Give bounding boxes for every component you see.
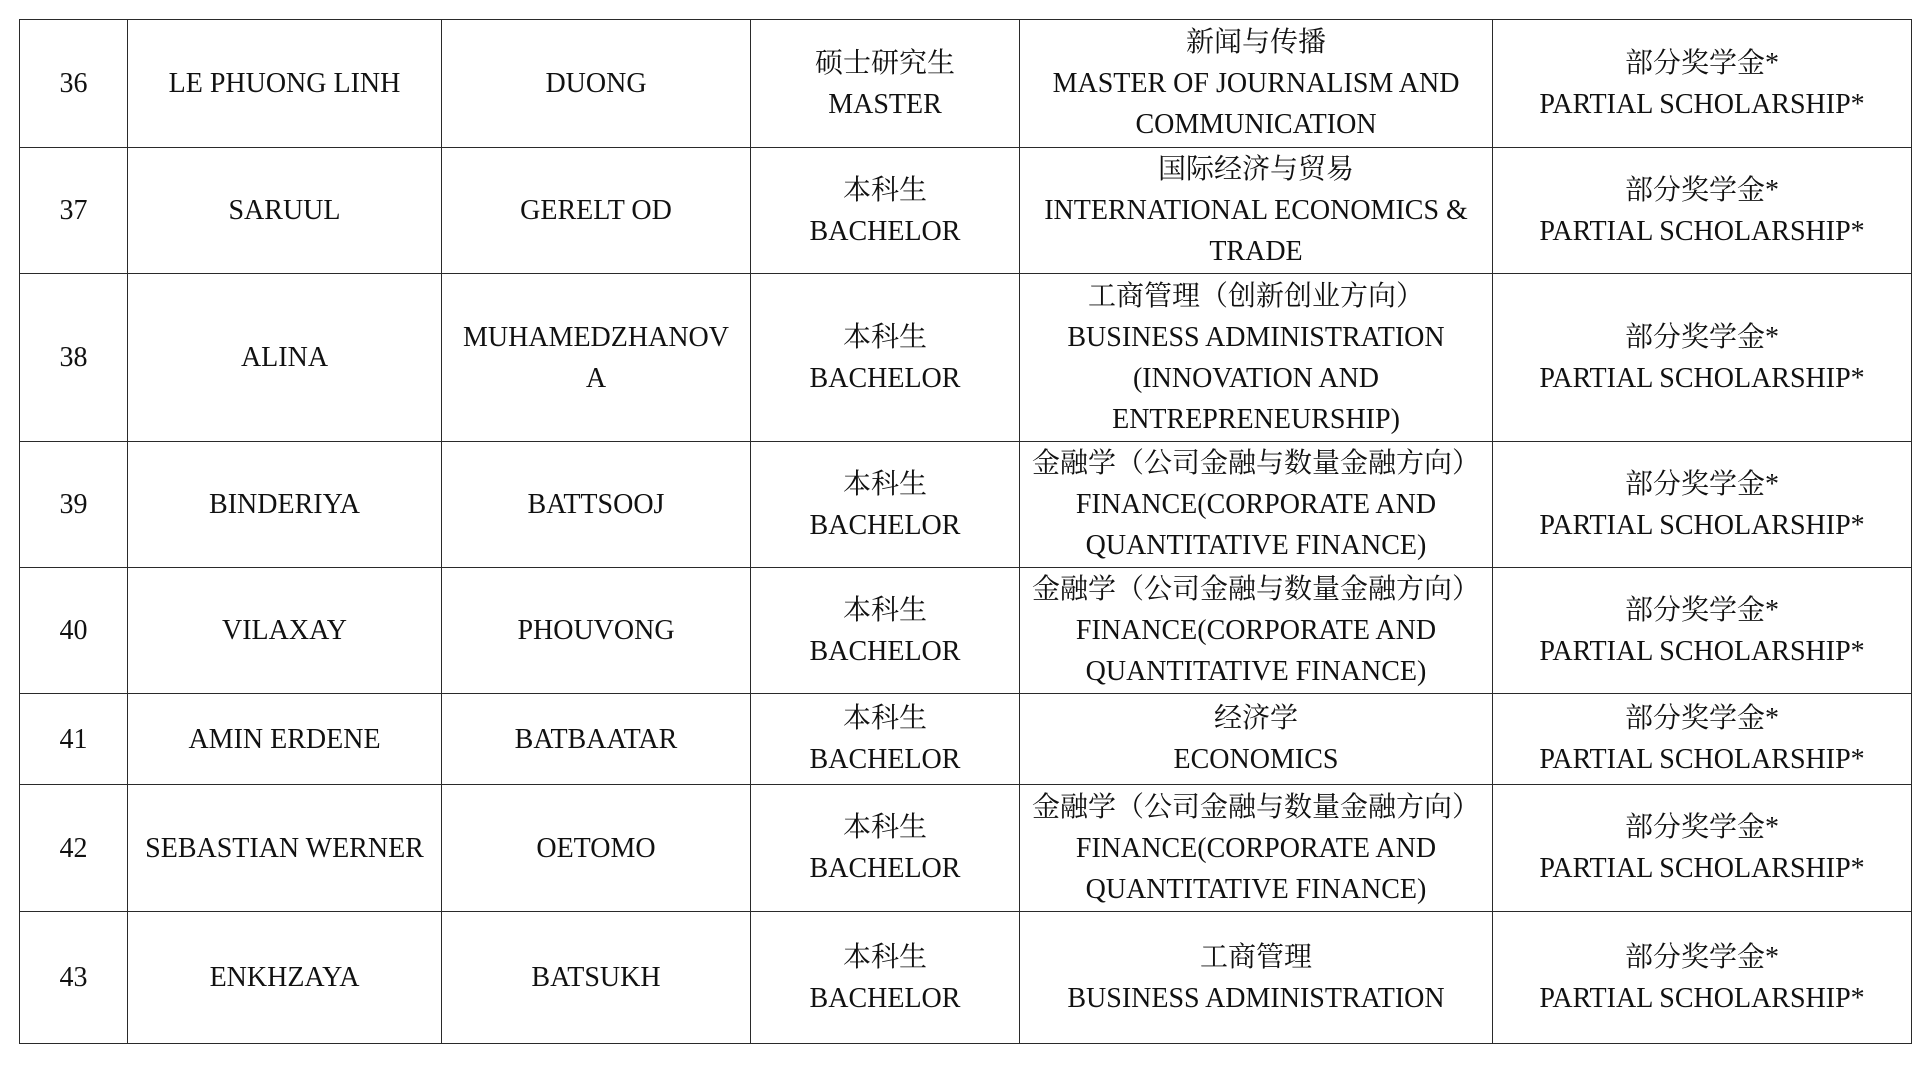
surname: BATSUKH (442, 912, 751, 1044)
degree-cn: 本科生 (842, 594, 927, 626)
scholarship-cn: 部分奖学金* (1624, 594, 1779, 626)
major-en-line: INTERNATIONAL ECONOMICS & (1044, 195, 1468, 226)
major-cn: 金融学（公司金融与数量金融方向） (1031, 448, 1480, 479)
scholarship-en: PARTIAL SCHOLARSHIP* (1539, 982, 1865, 1014)
scholarship-en: PARTIAL SCHOLARSHIP* (1539, 215, 1865, 247)
surname: OETOMO (442, 785, 751, 912)
major-en-line: QUANTITATIVE FINANCE) (1085, 873, 1427, 905)
row-number: 37 (20, 148, 128, 274)
scholarship-cn: 部分奖学金* (1624, 941, 1779, 973)
table-row (20, 912, 1912, 1044)
degree-en: BACHELOR (809, 744, 961, 775)
major-en-line: FINANCE(CORPORATE AND (1075, 615, 1437, 646)
surname-line: A (585, 362, 607, 394)
degree-en: BACHELOR (809, 509, 961, 541)
scholarship-cn: 部分奖学金* (1624, 468, 1779, 500)
degree-cell (751, 568, 1020, 694)
major-cell (1020, 20, 1493, 148)
surname: PHOUVONG (442, 568, 751, 694)
row-number: 38 (20, 274, 128, 442)
scholarship-cn: 部分奖学金* (1624, 703, 1779, 734)
major-en-line: QUANTITATIVE FINANCE) (1085, 530, 1427, 561)
major-en-line: BUSINESS ADMINISTRATION (1067, 982, 1445, 1014)
row-number: 39 (20, 442, 128, 568)
scholarship-table (19, 19, 1912, 1044)
scholarship-cell (1493, 785, 1912, 912)
table-row (20, 694, 1912, 785)
row-number: 42 (20, 785, 128, 912)
scholarship-cell (1493, 148, 1912, 274)
degree-cell (751, 694, 1020, 785)
scholarship-cn: 部分奖学金* (1624, 47, 1779, 79)
major-en-line: ENTREPRENEURSHIP) (1112, 403, 1400, 435)
major-en-line: QUANTITATIVE FINANCE) (1085, 656, 1427, 687)
surname: BATBAATAR (442, 694, 751, 785)
degree-en: MASTER (828, 88, 942, 120)
major-cn: 新闻与传播 (1185, 27, 1326, 58)
given-name: SARUUL (128, 148, 442, 274)
degree-cell (751, 20, 1020, 148)
scholarship-en: PARTIAL SCHOLARSHIP* (1539, 88, 1865, 120)
major-cn: 工商管理（创新创业方向） (1087, 280, 1424, 312)
major-cn: 经济学 (1213, 703, 1298, 734)
degree-en: BACHELOR (809, 853, 961, 884)
scholarship-cell (1493, 912, 1912, 1044)
row-number: 41 (20, 694, 128, 785)
table-row (20, 568, 1912, 694)
table-row (20, 442, 1912, 568)
major-cell (1020, 785, 1493, 912)
degree-en: BACHELOR (809, 982, 961, 1014)
degree-cell (751, 148, 1020, 274)
degree-en: BACHELOR (809, 635, 961, 667)
major-cell (1020, 694, 1493, 785)
surname: GERELT OD (442, 148, 751, 274)
surname-line: MUHAMEDZHANOV (463, 321, 729, 353)
major-en-line: BUSINESS ADMINISTRATION (1067, 321, 1445, 353)
given-name: AMIN ERDENE (128, 694, 442, 785)
degree-cn: 本科生 (842, 941, 927, 973)
major-en-line: FINANCE(CORPORATE AND (1075, 832, 1437, 864)
major-en-line: ECONOMICS (1173, 744, 1339, 775)
surname: DUONG (442, 20, 751, 148)
degree-cn: 本科生 (842, 174, 927, 206)
major-en-line: TRADE (1209, 236, 1303, 267)
degree-cn: 本科生 (842, 468, 927, 500)
major-cell (1020, 274, 1493, 442)
major-cn: 金融学（公司金融与数量金融方向） (1031, 791, 1480, 823)
degree-cell (751, 785, 1020, 912)
table-row (20, 148, 1912, 274)
scholarship-cell (1493, 568, 1912, 694)
major-en-line: MASTER OF JOURNALISM AND (1052, 68, 1460, 99)
major-en-line: FINANCE(CORPORATE AND (1075, 489, 1437, 520)
given-name: ALINA (128, 274, 442, 442)
row-number: 40 (20, 568, 128, 694)
major-cell (1020, 148, 1493, 274)
major-cell (1020, 442, 1493, 568)
scholarship-cell (1493, 694, 1912, 785)
major-cn: 国际经济与贸易 (1157, 154, 1354, 185)
scholarship-cn: 部分奖学金* (1624, 321, 1779, 353)
surname: BATTSOOJ (442, 442, 751, 568)
scholarship-cn: 部分奖学金* (1624, 812, 1779, 843)
scholarship-cell (1493, 20, 1912, 148)
major-cell (1020, 912, 1493, 1044)
given-name: SEBASTIAN WERNER (128, 785, 442, 912)
major-cn: 金融学（公司金融与数量金融方向） (1031, 574, 1480, 605)
major-en-line: COMMUNICATION (1135, 109, 1377, 140)
degree-cn: 本科生 (842, 812, 927, 843)
degree-cn: 本科生 (842, 321, 927, 353)
scholarship-en: PARTIAL SCHOLARSHIP* (1539, 744, 1865, 775)
scholarship-cell (1493, 442, 1912, 568)
table-row (20, 20, 1912, 148)
scholarship-cn: 部分奖学金* (1624, 174, 1779, 206)
given-name: ENKHZAYA (128, 912, 442, 1044)
scholarship-cell (1493, 274, 1912, 442)
degree-cell (751, 442, 1020, 568)
major-cn: 工商管理 (1199, 941, 1312, 973)
row-number: 36 (20, 20, 128, 148)
table-row (20, 274, 1912, 442)
scholarship-en: PARTIAL SCHOLARSHIP* (1539, 853, 1865, 884)
given-name: LE PHUONG LINH (128, 20, 442, 148)
row-number: 43 (20, 912, 128, 1044)
major-en-line: (INNOVATION AND (1132, 362, 1380, 394)
degree-en: BACHELOR (809, 215, 961, 247)
degree-en: BACHELOR (809, 362, 961, 394)
scholarship-en: PARTIAL SCHOLARSHIP* (1539, 509, 1865, 541)
degree-cn: 本科生 (842, 703, 927, 734)
given-name: BINDERIYA (128, 442, 442, 568)
scholarship-en: PARTIAL SCHOLARSHIP* (1539, 362, 1865, 394)
table-row (20, 785, 1912, 912)
degree-cn: 硕士研究生 (814, 47, 955, 79)
given-name: VILAXAY (128, 568, 442, 694)
surname (442, 274, 751, 442)
degree-cell (751, 912, 1020, 1044)
scholarship-en: PARTIAL SCHOLARSHIP* (1539, 635, 1865, 667)
major-cell (1020, 568, 1493, 694)
degree-cell (751, 274, 1020, 442)
